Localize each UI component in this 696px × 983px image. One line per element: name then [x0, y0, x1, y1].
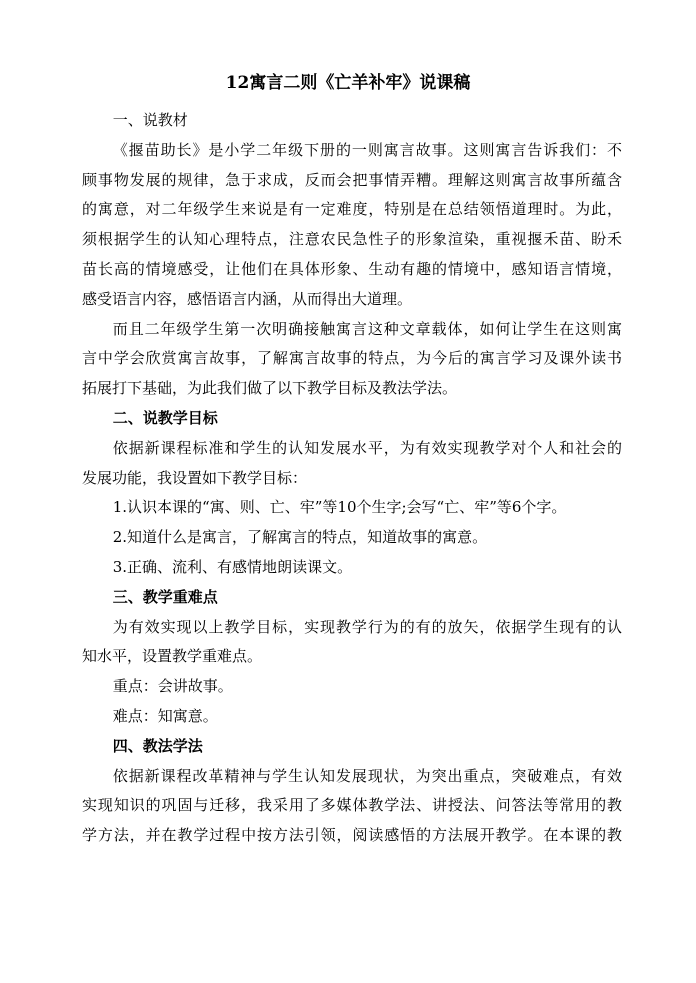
- paragraph: [82, 762, 622, 851]
- text-line: 感受语言内容，感悟语言内涵，从而得出大道理。: [82, 289, 413, 308]
- list-item: 1.认识本课的“寓、则、亡、牢”等10个生字;会写“亡、牢”等6个字。: [112, 498, 567, 517]
- text-line: 知水平，设置教学重难点。: [82, 647, 263, 666]
- text-line: 顾事物发展的规律，急于求成，反而会把事情弄糟。理解这则寓言故事所蕴含: [82, 170, 622, 189]
- text-line: 发展功能，我设置如下教学目标：: [82, 468, 308, 487]
- text-line: 苗长高的情境感受，让他们在具体形象、生动有趣的情境中，感知语言情境，: [82, 259, 622, 278]
- text-line: 为有效实现以上教学目标，实现教学行为的有的放矢，依据学生现有的认: [112, 617, 622, 636]
- text-line: 的寓意，对二年级学生来说是有一定难度，特别是在总结领悟道理时。为此，: [82, 200, 622, 219]
- text-line: 实现知识的巩固与迁移，我采用了多媒体教学法、讲授法、问答法等常用的教: [82, 796, 622, 815]
- text-line: 而且二年级学生第一次明确接触寓言这种文章载体，如何让学生在这则寓: [112, 319, 622, 338]
- section-heading: 四、教法学法: [112, 736, 203, 755]
- text-line: 言中学会欣赏寓言故事，了解寓言故事的特点，为今后的寓言学习及课外读书: [82, 349, 622, 368]
- text-line: 学方法，并在教学过程中按方法引领，阅读感悟的方法展开教学。在本课的教: [82, 826, 622, 845]
- list-item: 重点：会讲故事。: [112, 677, 233, 696]
- list-item: 3.正确、流利、有感情地朗读课文。: [112, 557, 353, 576]
- document-body: [82, 106, 622, 851]
- text-line: 须根据学生的认知心理特点，注意农民急性子的形象渲染，重视揠禾苗、盼禾: [82, 230, 622, 249]
- section-heading: 三、教学重难点: [112, 587, 218, 606]
- paragraph: [82, 613, 622, 673]
- list-item: 2.知道什么是寓言，了解寓言的特点，知道故事的寓意。: [112, 528, 488, 547]
- paragraph: [82, 136, 622, 315]
- text-line: 《揠苗助长》是小学二年级下册的一则寓言故事。这则寓言告诉我们：不: [112, 140, 622, 159]
- section-heading: 二、说教学目标: [112, 408, 218, 427]
- paragraph: [82, 315, 622, 404]
- text-line: 依据新课程改革精神与学生认知发展现状，为突出重点，突破难点，有效: [112, 766, 622, 785]
- text-line: 拓展打下基础，为此我们做了以下教学目标及教法学法。: [82, 379, 458, 398]
- paragraph: [82, 434, 622, 494]
- section-heading: 一、说教材: [112, 111, 188, 129]
- page-title: 12寓言二则《亡羊补牢》说课稿: [225, 73, 471, 93]
- list-item: 难点：知寓意。: [112, 706, 218, 725]
- text-line: 依据新课程标准和学生的认知发展水平，为有效实现教学对个人和社会的: [112, 438, 622, 457]
